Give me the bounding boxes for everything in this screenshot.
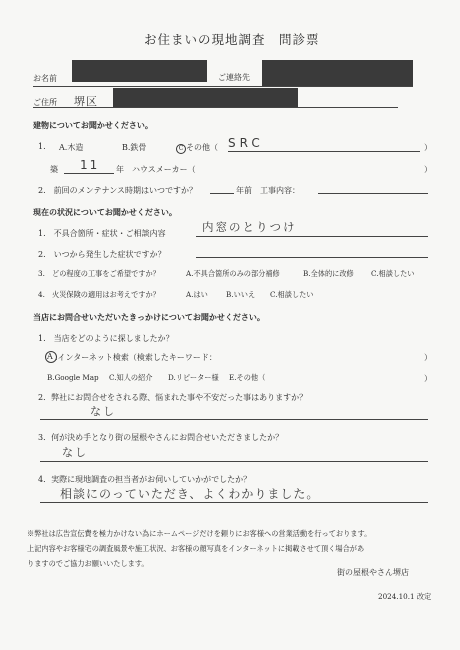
current-heading: 現在の状況についてお聞かせください。 xyxy=(33,207,177,217)
close-paren-3: ） xyxy=(424,353,432,362)
trigger-heading: 当店にお問合せいただいたきっかけについてお聞かせください。 xyxy=(33,312,265,322)
option-other: C その他（ xyxy=(176,142,218,154)
trigger-q1: 1. 当店をどのように探しましたか？ xyxy=(38,334,174,343)
q4-option-a: A.はい xyxy=(186,290,208,299)
contact-label: ご連絡先 xyxy=(218,73,250,82)
current-q4: 4. 火災保険の適用はお考えですか？ xyxy=(38,290,160,299)
trigger-q3-answer: なし xyxy=(62,446,88,459)
contact-redaction xyxy=(262,60,413,86)
internet-label: .インターネット検索（検索したキーワード： xyxy=(55,353,217,362)
current-q2-underline xyxy=(196,257,428,258)
q4-option-c: C.相談したい xyxy=(270,290,314,299)
year-suffix: 年前 工事内容： xyxy=(236,186,300,195)
option-google-map: B.Google Map xyxy=(47,373,99,382)
trigger-q2-answer: なし xyxy=(90,405,116,418)
footer-note-3: りますのでご協力お願いいたします。 xyxy=(27,559,149,568)
footer-note-1: ※弊社は広告宣伝費を極力かけない為にホームページだけを頼りにお客様への営業活動を行っております。 xyxy=(27,529,372,538)
work-underline xyxy=(318,193,428,194)
other-underline xyxy=(228,151,420,152)
age-underline xyxy=(64,173,114,174)
address-value: 堺区 xyxy=(74,95,98,108)
building-q2: 2. 前回のメンテナンス時期はいつですか？ xyxy=(38,186,197,195)
option-acquaintance: C.知人の紹介 xyxy=(109,373,153,382)
name-underline xyxy=(33,86,413,87)
address-label: ご住所 xyxy=(33,98,57,107)
trigger-q4-underline xyxy=(40,502,428,503)
current-q1-underline xyxy=(196,236,428,237)
q4-option-b: B.いいえ xyxy=(226,290,256,299)
trigger-q2: 2．弊社にお問合せをされる際、悩まれた事や不安だった事はありますか？ xyxy=(38,393,308,402)
other-answer: SRC xyxy=(228,136,264,150)
age-suffix: 年 ハウスメーカー（ xyxy=(116,165,196,174)
age-value: 11 xyxy=(80,158,100,172)
footer-note-2: 上記内容やお客様宅の調査風景や施工状況、お客様の顔写真をインターネットに掲載させて頂く場合があ xyxy=(27,544,365,553)
building-q1-number: 1. xyxy=(38,142,46,151)
q3-option-a: A.不具合箇所のみの部分補修 xyxy=(186,269,280,278)
trigger-q3-underline xyxy=(40,461,428,462)
q3-option-b: B.全体的に改修 xyxy=(303,269,354,278)
address-underline xyxy=(33,107,398,108)
name-redaction xyxy=(72,60,207,82)
option-steel: B.鉄骨 xyxy=(122,143,147,152)
current-q3: 3. どの程度の工事をご希望ですか？ xyxy=(38,269,160,278)
circled-c-icon: C xyxy=(176,144,186,154)
trigger-q3: 3．何が決め手となり街の屋根やさんにお問合せいただきましたか？ xyxy=(38,433,284,442)
trigger-q4-answer: 相談にのっていただき、よくわかりました。 xyxy=(60,487,320,501)
name-label: お名前 xyxy=(33,74,57,83)
option-wood: A.木造 xyxy=(59,143,84,152)
page-title: お住まいの現地調査 問診票 xyxy=(144,32,320,47)
year-underline xyxy=(210,193,234,194)
current-q1: 1. 不具合箇所・症状・ご相談内容 xyxy=(38,229,166,238)
trigger-q4: 4．実際に現地調査の担当者がお伺いしていかがでしたか？ xyxy=(38,475,252,484)
revision-date: 2024.10.1 改定 xyxy=(378,592,432,601)
age-prefix: 築 xyxy=(50,165,58,174)
close-paren-2: ） xyxy=(424,165,432,174)
address-redaction xyxy=(113,88,298,108)
current-q2: 2. いつから発生した症状ですか？ xyxy=(38,250,166,259)
close-paren: ） xyxy=(424,143,432,152)
trigger-q2-underline xyxy=(40,419,428,420)
building-heading: 建物についてお聞かせください。 xyxy=(33,120,153,130)
option-repeater: D.リピーター様 xyxy=(168,373,219,382)
q3-option-c: C.相談したい xyxy=(371,269,415,278)
option-other: E.その他（ xyxy=(229,373,266,382)
internet-letter: A xyxy=(47,352,53,361)
current-q1-answer: 内窓のとりつけ xyxy=(202,220,297,234)
shop-name: 街の屋根やさん堺店 xyxy=(337,568,409,577)
close-paren-4: ） xyxy=(424,374,432,383)
